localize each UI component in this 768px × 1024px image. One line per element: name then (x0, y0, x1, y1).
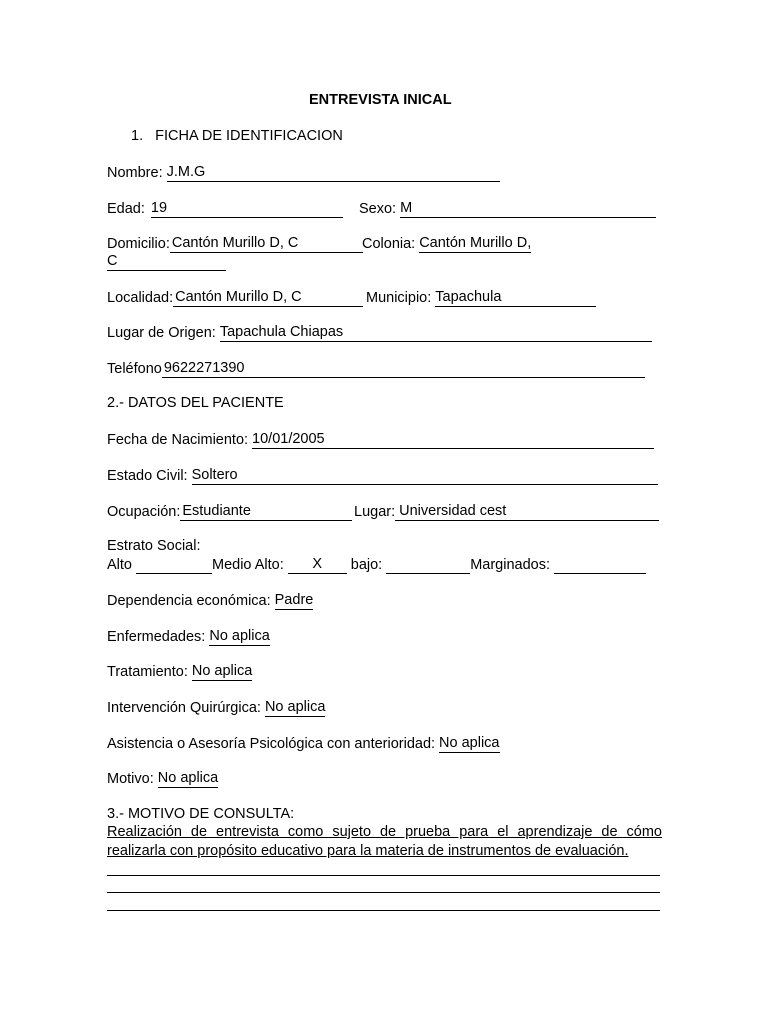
motivo-row (107, 770, 218, 788)
ocupacion-row (107, 503, 352, 521)
motivo-value: No aplica (157, 770, 219, 786)
fecha-nacimiento-field[interactable] (252, 431, 654, 449)
colonia-value: Cantón Murillo D, (419, 235, 532, 251)
sexo-field[interactable] (400, 200, 656, 218)
ocupacion-label: Ocupación: (107, 504, 181, 520)
blank-line[interactable] (107, 910, 660, 911)
estrato-medio-alto-field[interactable] (288, 556, 347, 574)
telefono-value: 9622271390 (163, 360, 245, 376)
localidad-value: Cantón Murillo D, C (175, 289, 302, 305)
lugar-row (354, 503, 659, 521)
telefono-label: Teléfono (107, 361, 162, 377)
colonia-cont-row (107, 253, 226, 271)
tratamiento-row (107, 663, 252, 681)
estado-civil-label: Estado Civil: (107, 468, 188, 484)
sexo-row (359, 200, 656, 218)
motivo-label: Motivo: (107, 771, 154, 787)
colonia-row (362, 235, 531, 253)
asistencia-field[interactable] (439, 735, 499, 753)
estado-civil-value: Soltero (191, 467, 238, 483)
telefono-field[interactable] (162, 360, 645, 378)
estrato-bajo-field[interactable] (386, 556, 470, 574)
lugar-origen-label: Lugar de Origen: (107, 325, 216, 341)
telefono-row (107, 360, 645, 378)
edad-row (107, 200, 343, 218)
blank-line[interactable] (107, 892, 660, 893)
section-1-number: 1. (131, 128, 144, 144)
dependencia-label: Dependencia económica: (107, 593, 271, 609)
dependencia-value: Padre (274, 592, 314, 608)
estrato-label: Estrato Social: (107, 538, 201, 554)
estrato-bajo-label: bajo: (350, 557, 383, 573)
localidad-label: Localidad: (107, 290, 174, 306)
estrato-alto-field[interactable] (136, 556, 212, 574)
nombre-field[interactable] (167, 164, 500, 182)
asistencia-value: No aplica (439, 735, 500, 751)
sexo-label: Sexo: (359, 201, 397, 217)
estrato-marginados-label: Marginados: (470, 557, 550, 573)
estado-civil-field[interactable] (192, 467, 658, 485)
estrato-alto-label: Alto (107, 557, 132, 573)
enfermedades-field[interactable] (209, 628, 269, 646)
asistencia-row (107, 735, 500, 753)
asistencia-label: Asistencia o Asesoría Psicológica con anterioridad: (107, 736, 436, 752)
fecha-nacimiento-row (107, 431, 654, 449)
enfermedades-label: Enfermedades: (107, 629, 206, 645)
dependencia-row (107, 592, 313, 610)
edad-label: Edad: (107, 201, 145, 217)
lugar-origen-field[interactable] (220, 324, 652, 342)
tratamiento-label: Tratamiento: (107, 664, 188, 680)
colonia-label: Colonia: (362, 236, 416, 252)
edad-field[interactable] (151, 200, 343, 218)
domicilio-value: Cantón Murillo D, C (171, 235, 299, 251)
tratamiento-value: No aplica (191, 663, 253, 679)
estrato-row (107, 556, 646, 574)
enfermedades-value: No aplica (209, 628, 270, 644)
municipio-row (366, 289, 596, 307)
motivo-consulta-value: Realización de entrevista como sujeto de prueba para el aprendizaje de cómo realizarla con propósito educativo para la materia de instrumentos de evaluación. (107, 824, 662, 859)
estrato-marginados-field[interactable] (554, 556, 646, 574)
section-2-heading: 2.- DATOS DEL PACIENTE (107, 395, 284, 411)
estrato-medio-alto-label: Medio Alto: (212, 557, 284, 573)
page-title: ENTREVISTA INICAL (309, 92, 452, 108)
lugar-value: Universidad cest (399, 503, 507, 519)
domicilio-label: Domicilio: (107, 236, 170, 252)
municipio-label: Municipio: (366, 290, 432, 306)
nombre-row (107, 164, 500, 182)
municipio-value: Tapachula (435, 289, 502, 305)
estado-civil-row (107, 467, 658, 485)
nombre-label: Nombre: (107, 165, 163, 181)
motivo-field[interactable] (158, 770, 218, 788)
intervencion-label: Intervención Quirúrgica: (107, 700, 261, 716)
sexo-value: M (400, 200, 413, 216)
colonia-field[interactable] (419, 235, 531, 253)
lugar-origen-row (107, 324, 652, 342)
colonia-cont-field[interactable] (107, 253, 226, 271)
intervencion-value: No aplica (264, 699, 326, 715)
section-1-heading (131, 128, 343, 145)
estrato-medio-alto-value: X (312, 556, 323, 572)
tratamiento-field[interactable] (192, 663, 252, 681)
dependencia-field[interactable] (275, 592, 314, 610)
domicilio-row (107, 235, 363, 253)
lugar-label: Lugar: (354, 504, 396, 520)
motivo-consulta-text[interactable] (107, 823, 662, 861)
intervencion-field[interactable] (265, 699, 325, 717)
blank-line[interactable] (107, 875, 660, 876)
enfermedades-row (107, 628, 270, 646)
domicilio-field[interactable] (170, 235, 363, 253)
edad-value: 19 (150, 200, 168, 216)
ocupacion-value: Estudiante (182, 503, 251, 519)
localidad-row (107, 289, 363, 307)
lugar-origen-value: Tapachula Chiapas (219, 324, 344, 340)
colonia-value-cont: C (107, 253, 118, 269)
fecha-nacimiento-value: 10/01/2005 (252, 431, 325, 447)
nombre-value: J.M.G (166, 164, 206, 180)
section-3-heading: 3.- MOTIVO DE CONSULTA: (107, 806, 295, 822)
lugar-field[interactable] (395, 503, 659, 521)
localidad-field[interactable] (173, 289, 363, 307)
intervencion-row (107, 699, 325, 717)
section-1-title: FICHA DE IDENTIFICACION (155, 128, 343, 144)
ocupacion-field[interactable] (180, 503, 352, 521)
municipio-field[interactable] (435, 289, 596, 307)
fecha-nacimiento-label: Fecha de Nacimiento: (107, 432, 249, 448)
